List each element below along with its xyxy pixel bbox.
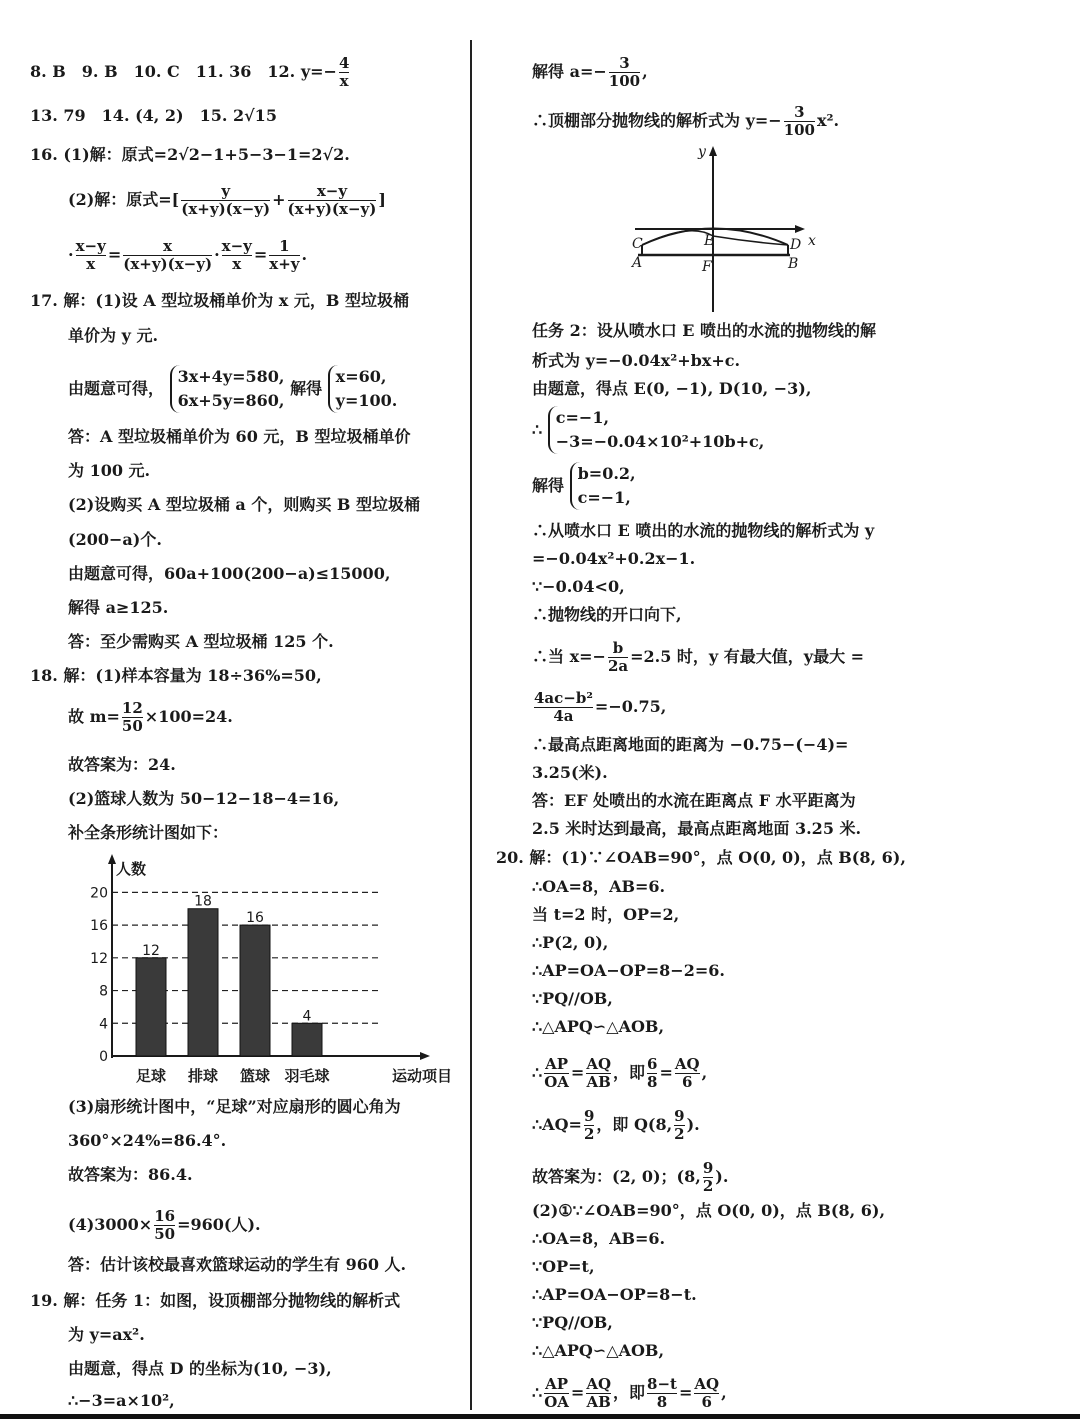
answers-13-15: 13. 79 14. (4, 2) 15. 2√15 (30, 106, 277, 125)
q18-chart-intro: 补全条形统计图如下： (68, 823, 229, 842)
q17-answer1-line2: 为 100 元. (68, 461, 151, 480)
y-axis-label: y (698, 144, 706, 160)
point-f-label: F (702, 259, 712, 275)
q18-part3-line1: (3)扇形统计图中，“足球”对应扇形的圆心角为 (68, 1097, 401, 1116)
q20-part2-op: ∵OP=t, (532, 1257, 595, 1276)
q19-point-d: 由题意，得点 D 的坐标为(10, −3), (68, 1359, 332, 1378)
fraction: $\frac{x-y}{x}$ (221, 237, 252, 273)
fraction: $\frac{AQ}{6}$ (674, 1055, 700, 1091)
water-parabola (642, 231, 788, 245)
q16-part2-result: · $\frac{x-y}{x}$ = $\frac{x}{(x+y)(x-y)}$ · $\frac{x-y}{x}$ = $\frac{1}{x+y}$ . (68, 237, 308, 273)
y-axis-arrow (108, 854, 116, 864)
y-axis-title: 人数 (116, 860, 147, 878)
x-category-label: 足球 (135, 1067, 167, 1085)
q19-vertex-x: ∴当 x=− $\frac{b}{2a}$ =2.5 时，y 有最大值，y最大 = (532, 639, 865, 675)
equation-system: x=60, y=100. (328, 365, 398, 413)
q20-part2-oa-ab: ∴OA=8，AB=6. (532, 1229, 666, 1248)
q17-line2: 单价为 y 元. (68, 326, 159, 345)
q20-ratio: ∴ $\frac{AP}{OA}$ = $\frac{AQ}{AB}$ ，即 $\frac{6}{8}$ = $\frac{AQ}{6}$ , (532, 1055, 708, 1091)
fraction: $\frac{AQ}{6}$ (694, 1375, 720, 1411)
bottom-rule (0, 1414, 1080, 1419)
q20-part2-ratio: ∴ $\frac{AP}{OA}$ = $\frac{AQ}{AB}$ ，即 $\frac{8-t}{8}$ = $\frac{AQ}{6}$ , (532, 1375, 727, 1411)
q16-part2: (2)解：原式=[ $\frac{y}{(x+y)(x-y)}$ + $\frac{x-y}{(x+y)(x-y)}$ ] (68, 182, 386, 218)
q19-height-line2: 3.25(米). (532, 763, 608, 782)
fraction: $\frac{x-y}{(x+y)(x-y)}$ (287, 182, 377, 218)
y-tick-label: 8 (99, 983, 108, 1000)
q20-part2-similar: ∴△APQ∽△AOB, (532, 1341, 665, 1360)
q19-height-line1: ∴最高点距离地面的距离为 −0.75−(−4)= (532, 735, 849, 754)
x-axis-label: x (808, 233, 816, 249)
fraction: $\frac{AQ}{AB}$ (586, 1055, 612, 1091)
q19-roof-parabola: ∴顶棚部分抛物线的解析式为 y=− $\frac{3}{100}$ x². (532, 103, 840, 139)
y-tick-label: 0 (99, 1049, 108, 1065)
q17-part2-line1: (2)设购买 A 型垃圾桶 a 个，则购买 B 型垃圾桶 (68, 495, 421, 514)
q19-task1-line1: 19. 解：任务 1：如图，设顶棚部分抛物线的解析式 (30, 1291, 401, 1310)
y-tick-label: 12 (90, 950, 108, 967)
fraction: $\frac{y}{(x+y)(x-y)}$ (181, 182, 271, 218)
bar (136, 958, 166, 1056)
x-axis-arrow (795, 225, 805, 233)
equation-system: 3x+4y=580, 6x+5y=860, (170, 365, 285, 413)
q17-line1: 17. 解：(1)设 A 型垃圾桶单价为 x 元，B 型垃圾桶 (30, 291, 410, 310)
q19-answer-line1: 答：EF 处喷出的水流在距离点 F 水平距离为 (532, 791, 856, 810)
fraction: $\frac{9}{2}$ (583, 1107, 595, 1143)
y-tick-label: 20 (90, 885, 108, 902)
q18-m-value: 故 m= $\frac{12}{50}$ ×100=24. (68, 699, 233, 735)
q19-points-ed: 由题意，得点 E(0, −1), D(10, −3), (532, 379, 812, 398)
fraction: $\frac{12}{50}$ (121, 699, 143, 735)
column-divider (470, 40, 472, 1410)
fraction: $\frac{\text{4ac−b²}}{4a}$ (534, 689, 593, 725)
q20-answer1: 故答案为：(2, 0)；(8, $\frac{9}{2}$ ). (532, 1159, 729, 1195)
q18-part4: (4)3000× $\frac{16}{50}$ =960(人). (68, 1207, 261, 1243)
fraction: $\frac{1}{x+y}$ (269, 237, 300, 273)
q20-part2-line1: (2)①∵∠OAB=90°，点 O(0, 0)，点 B(8, 6), (532, 1201, 886, 1220)
fraction: $\frac{x}{(x+y)(x-y)}$ (123, 237, 213, 273)
q17-inequality: 由题意可得，60a+100(200−a)≤15000, (68, 564, 391, 583)
q19-water-line2: =−0.04x²+0.2x−1. (532, 549, 696, 568)
bar-value-label: 4 (302, 1008, 312, 1025)
point-d-label: D (790, 237, 802, 253)
q19-task2-line2: 析式为 y=−0.04x²+bx+c. (532, 351, 741, 370)
q18-answer4: 答：估计该校最喜欢篮球运动的学生有 960 人. (68, 1255, 407, 1274)
fraction: $\frac{3}{100}$ (783, 103, 815, 139)
fraction: $\frac{b}{2a}$ (607, 639, 629, 675)
q19-water-line1: ∴从喷水口 E 喷出的水流的抛物线的解析式为 y (532, 521, 875, 540)
y-tick-label: 16 (90, 918, 108, 935)
q19-solution: 解得 b=0.2, c=−1, (532, 462, 636, 514)
q18-part2: (2)篮球人数为 50−12−18−4=16, (68, 789, 340, 808)
q20-part2-parallel: ∵PQ//OB, (532, 1313, 613, 1332)
fraction: $\frac{9}{2}$ (702, 1159, 714, 1195)
bar-value-label: 18 (194, 893, 212, 910)
x-category-label: 篮球 (239, 1067, 271, 1085)
point-c-label: C (632, 236, 643, 252)
fraction: $\frac{16}{50}$ (154, 1207, 176, 1243)
y-tick-label: 4 (99, 1016, 108, 1033)
answers-8-12: 8. B 9. B 10. C 11. 36 12. y=− $\frac{4}{x}$ (30, 54, 350, 90)
q20-line1: 20. 解：(1)∵∠OAB=90°，点 O(0, 0)，点 B(8, 6), (496, 848, 906, 867)
x-category-label: 羽毛球 (284, 1067, 330, 1085)
q18-answer3: 故答案为：86.4. (68, 1165, 193, 1184)
q20-ap: ∴AP=OA−OP=8−2=6. (532, 961, 725, 980)
q19-opens-down: ∴抛物线的开口向下, (532, 605, 682, 624)
q17-solution: 解得 a≥125. (68, 598, 169, 617)
q19-equation: ∴−3=a×10², (68, 1391, 175, 1410)
left-column (0, 0, 470, 1410)
fraction: $\frac{9}{2}$ (674, 1107, 685, 1143)
q20-p-point: ∴P(2, 0), (532, 933, 609, 952)
equation-system: b=0.2, c=−1, (570, 462, 636, 510)
fraction: $\frac{AP}{OA}$ (544, 1055, 569, 1091)
q18-answer1: 故答案为：24. (68, 755, 176, 774)
y-axis-arrow (709, 146, 717, 156)
x-category-label: 排球 (187, 1067, 219, 1085)
right-column (480, 0, 1080, 1410)
q19-task1-line2: 为 y=ax². (68, 1325, 145, 1344)
bar-value-label: 12 (142, 942, 160, 959)
bar (188, 909, 218, 1056)
q19-task2-line1: 任务 2：设从喷水口 E 喷出的水流的抛物线的解 (532, 321, 877, 340)
q19-max-value: $\frac{\text{4ac−b²}}{4a}$ =−0.75, (534, 689, 667, 725)
fraction: $\frac{8-t}{8}$ (647, 1375, 677, 1411)
fraction: $\frac{4}{x}$ (338, 54, 350, 90)
q17-part2-line2: (200−a)个. (68, 530, 162, 549)
fraction: $\frac{AQ}{AB}$ (586, 1375, 612, 1411)
fraction: $\frac{3}{100}$ (608, 54, 641, 90)
q20-aq-value: ∴AQ= $\frac{9}{2}$ ，即 Q(8, $\frac{9}{2}$ ). (532, 1107, 700, 1143)
bar-chart (80, 852, 453, 1087)
q17-system: 由题意可得， 3x+4y=580, 6x+5y=860, 解得 x=60, y=100. (68, 365, 397, 415)
parabola-figure (630, 142, 830, 317)
bar (292, 1023, 322, 1056)
point-b-label: B (788, 256, 799, 272)
fraction: $\frac{AP}{OA}$ (544, 1375, 569, 1411)
q18-line1: 18. 解：(1)样本容量为 18÷36%=50, (30, 666, 322, 685)
q20-parallel: ∵PQ//OB, (532, 989, 613, 1008)
q20-similar: ∴△APQ∽△AOB, (532, 1017, 665, 1036)
fraction: $\frac{6}{8}$ (647, 1055, 658, 1091)
q19-system: ∴ c=−1, −3=−0.04×10²+10b+c, (532, 406, 764, 458)
q18-part3-line2: 360°×24%=86.4°. (68, 1131, 227, 1150)
q19-coef-negative: ∵−0.04<0, (532, 577, 625, 596)
q16-part1: 16. (1)解：原式=2√2−1+5−3−1=2√2. (30, 145, 350, 164)
q17-answer2: 答：至少需购买 A 型垃圾桶 125 个. (68, 632, 334, 651)
q19-a-value: 解得 a=− $\frac{3}{100}$ , (532, 54, 648, 90)
point-e-label: E (704, 233, 715, 249)
q20-oa-ab: ∴OA=8，AB=6. (532, 877, 666, 896)
bar-value-label: 16 (246, 910, 264, 927)
equation-system: c=−1, −3=−0.04×10²+10b+c, (548, 406, 765, 454)
q17-answer1-line1: 答：A 型垃圾桶单价为 60 元，B 型垃圾桶单价 (68, 427, 411, 446)
q20-part2-ap: ∴AP=OA−OP=8−t. (532, 1285, 697, 1304)
bar (240, 925, 270, 1056)
x-axis-arrow (420, 1052, 430, 1060)
q20-t2: 当 t=2 时，OP=2, (532, 905, 680, 924)
point-a-label: A (632, 255, 643, 271)
q19-answer-line2: 2.5 米时达到最高，最高点距离地面 3.25 米. (532, 819, 862, 838)
x-axis-title: 运动项目 (392, 1067, 453, 1085)
fraction: $\frac{x-y}{x}$ (75, 237, 106, 273)
